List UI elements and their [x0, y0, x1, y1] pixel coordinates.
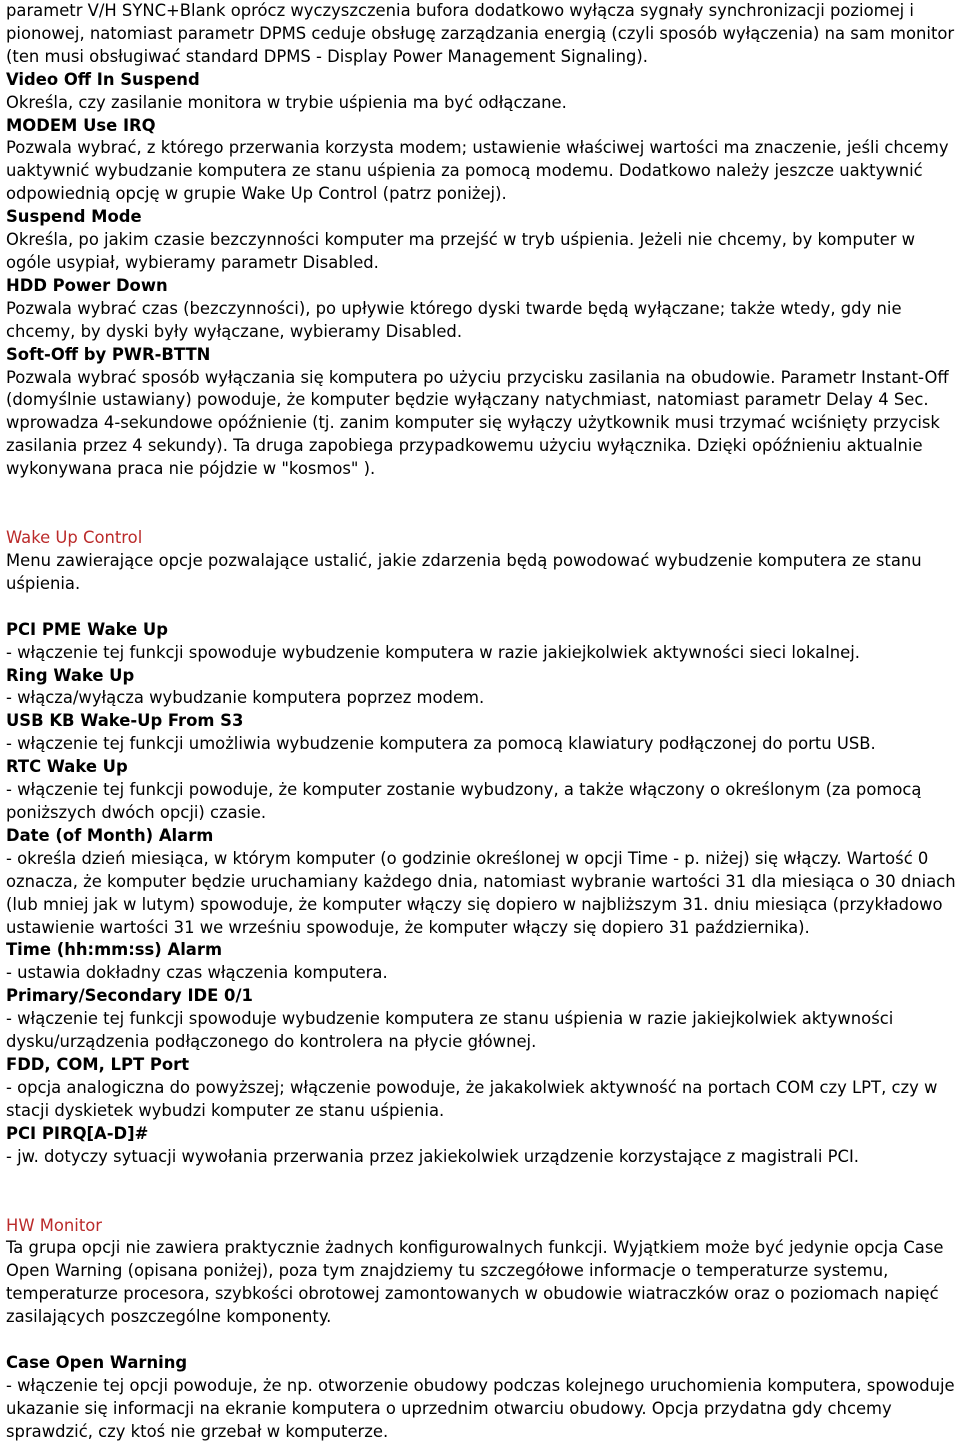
option-description: - określa dzień miesiąca, w którym komputer (o godzinie określonej w opcji Time - p. niżej) się włączy. Wartość 0 oznacza, że komputer będzie uruchamiany każdego dnia, natomiast wybranie wartości 31 dla miesiąca o 30 dniach (lub mniej jak w lutym) spowoduje, że komputer włączy się dopiero w najbliższym 31. dniu miesiąca (przykładowo ustawienie wartości 31 we wrześniu spowoduje, że komputer włączy się dopiero 31 października). — [6, 848, 956, 937]
wake-up-control-section — [6, 527, 958, 1168]
option-description: - opcja analogiczna do powyższej; włączenie powoduje, że jakakolwiek aktywność na portach COM czy LPT, czy w stacji dyskietek wybudzi komputer ze stanu uśpienia. — [6, 1077, 938, 1120]
option-term: Case Open Warning — [6, 1353, 188, 1373]
section-title-hw-monitor: HW Monitor — [6, 1215, 103, 1235]
option-description: Określa, czy zasilanie monitora w trybie uśpienia ma być odłączane. — [6, 92, 567, 112]
option-term: PCI PME Wake Up — [6, 619, 168, 639]
option-term: MODEM Use IRQ — [6, 115, 156, 135]
section-spacer — [6, 1169, 958, 1215]
section-description: Menu zawierające opcje pozwalające ustalić, jakie zdarzenia będą powodować wybudzenie komputera ze stanu uśpienia. — [6, 550, 922, 593]
option-description: - włączenie tej opcji powoduje, że np. otworzenie obudowy podczas kolejnego uruchomienia komputera, spowoduje ukazanie się informacji na ekranie komputera o uprzednim otwarciu obudowy. Opcja przydatna gdy chcemy sprawdzić, czy ktoś nie grzebał w komputerze. — [6, 1375, 955, 1441]
option-term: Ring Wake Up — [6, 665, 135, 685]
option-term: RTC Wake Up — [6, 757, 128, 777]
option-description: Pozwala wybrać sposób wyłączania się komputera po użyciu przycisku zasilania na obudowie. Parametr Instant-Off (domyślnie ustawiany) powoduje, że komputer będzie wyłączany natychmiast, natomiast parametr Delay 4 Sec. wprowadza 4-sekundowe opóźnienie (tj. zanim komputer się wyłączy użytkownik musi trzymać wciśnięty przycisk zasilania przez 4 sekundy). Ta druga zapobiega przypadkowemu użyciu wyłącznika. Dzięki opóźnieniu aktualnie wykonywana praca nie pójdzie w "kosmos" ). — [6, 367, 949, 479]
hw-monitor-section — [6, 1215, 958, 1444]
option-description: - włącza/wyłącza wybudzanie komputera poprzez modem. — [6, 688, 485, 708]
option-term: Date (of Month) Alarm — [6, 825, 214, 845]
option-term: Primary/Secondary IDE 0/1 — [6, 986, 253, 1006]
option-term: Soft-Off by PWR-BTTN — [6, 344, 211, 364]
option-term: Time (hh:mm:ss) Alarm — [6, 940, 223, 960]
option-description: Określa, po jakim czasie bezczynności komputer ma przejść w tryb uśpienia. Jeżeli nie chcemy, by komputer w ogóle usypiał, wybieramy parametr Disabled. — [6, 230, 916, 272]
section-title-wake-up: Wake Up Control — [6, 528, 143, 548]
option-term: Suspend Mode — [6, 207, 142, 227]
option-term: PCI PIRQ[A-D]# — [6, 1123, 149, 1143]
paragraph-spacer — [6, 1329, 958, 1352]
power-options-list — [6, 69, 958, 481]
option-description: - włączenie tej funkcji umożliwia wybudzenie komputera za pomocą klawiatury podłączonej do portu USB. — [6, 734, 876, 754]
option-term: HDD Power Down — [6, 275, 168, 295]
section-spacer — [6, 481, 958, 527]
paragraph-spacer — [6, 596, 958, 619]
intro-paragraph: parametr V/H SYNC+Blank oprócz wyczyszczenia bufora dodatkowo wyłącza sygnały synchronizacji poziomej i pionowej, natomiast parametr DPMS ceduje obsługę zarządzania energią (czyli sposób wyłączenia) na sam monitor (ten musi obsługiwać standard DPMS - Display Power Management Signaling). — [6, 1, 955, 66]
option-description: - włączenie tej funkcji spowoduje wybudzenie komputera ze stanu uśpienia w razie jakiejkolwiek aktywności dysku/urządzenia podłączonego do kontrolera na płycie głównej. — [6, 1009, 894, 1052]
section-description: Ta grupa opcji nie zawiera praktycznie żadnych konfigurowalnych funkcji. Wyjątkiem może być jedynie opcja Case Open Warning (opisana poniżej), poza tym znajdziemy tu szczegółowe informacje o temperaturze systemu, temperaturze procesora, szybkości obrotowej zamontowanych w obudowie wiatraczków oraz o poziomach napięć zasilających poszczególne komponenty. — [6, 1238, 944, 1327]
option-description: - ustawia dokładny czas włączenia komputera. — [6, 963, 388, 983]
option-term: FDD, COM, LPT Port — [6, 1054, 190, 1074]
option-term: Video Off In Suspend — [6, 69, 200, 89]
option-description: Pozwala wybrać, z którego przerwania korzysta modem; ustawienie właściwej wartości ma znaczenie, jeśli chcemy uaktywnić wybudzanie komputera ze stanu uśpienia za pomocą modemu. Dodatkowo należy jeszcze uaktywnić odpowiednią opcję w grupie Wake Up Control (patrz poniżej). — [6, 138, 949, 204]
option-description: - włączenie tej funkcji powoduje, że komputer zostanie wybudzony, a także włączony o określonym (za pomocą poniższych dwóch opcji) czasie. — [6, 780, 922, 822]
option-description: - włączenie tej funkcji spowoduje wybudzenie komputera w razie jakiejkolwiek aktywności sieci lokalnej. — [6, 642, 861, 662]
option-term: USB KB Wake-Up From S3 — [6, 711, 244, 731]
option-description: Pozwala wybrać czas (bezczynności), po upływie którego dyski twarde będą wyłączane; także wtedy, gdy nie chcemy, by dyski były wyłączane, wybieramy Disabled. — [6, 298, 902, 341]
option-description: - jw. dotyczy sytuacji wywołania przerwania przez jakiekolwiek urządzenie korzystające z magistrali PCI. — [6, 1146, 859, 1166]
